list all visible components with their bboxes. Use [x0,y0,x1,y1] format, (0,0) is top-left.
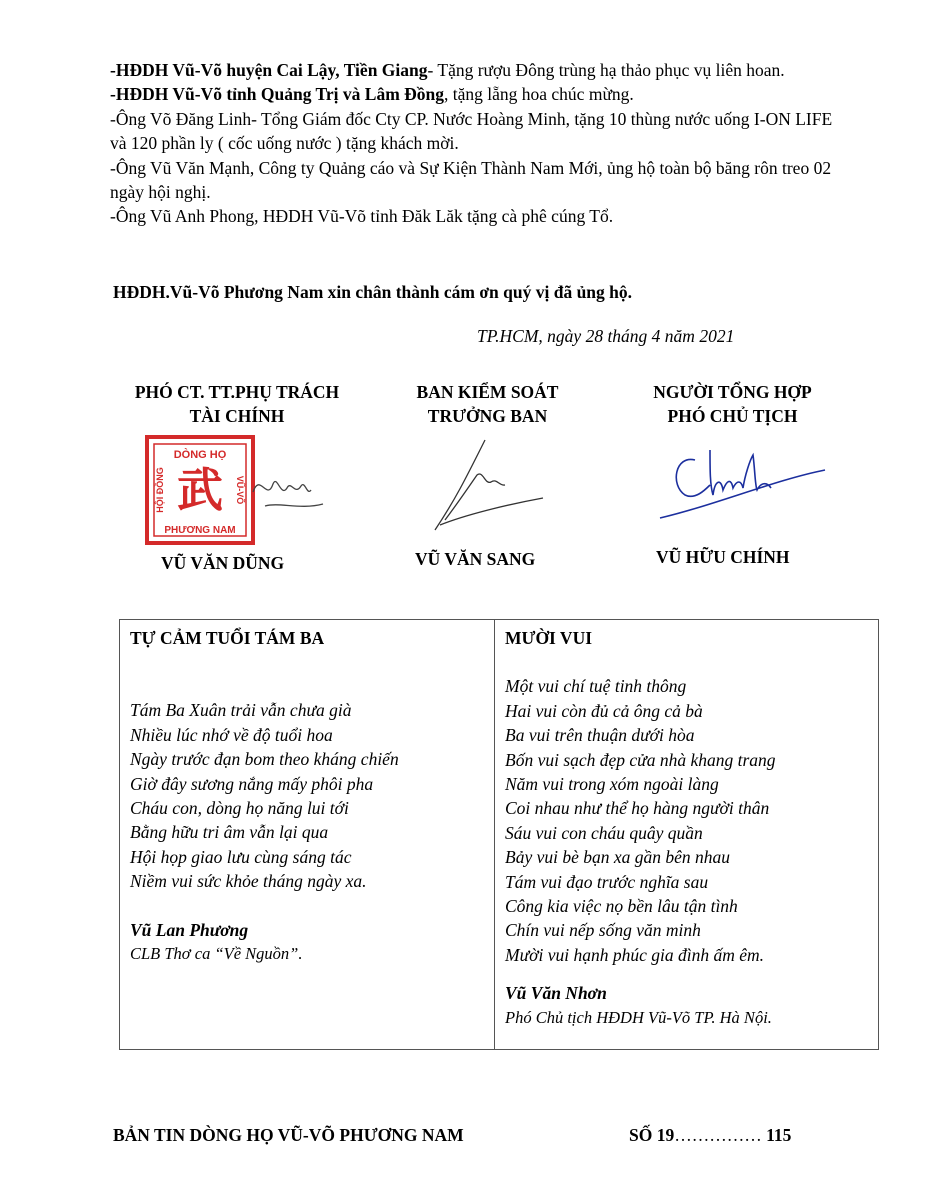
poem-right [495,620,878,1049]
signatory-name: VŨ VĂN DŨNG [161,553,285,573]
poem-line: Mười vui hạnh phúc gia đình ấm êm. [505,944,764,965]
thanks-line: HĐDH.Vũ-Võ Phương Nam xin chân thành cám ơn quý vị đã ủng hộ. [113,282,633,302]
signatory-title: TÀI CHÍNH [189,406,285,426]
signatory-title: PHÓ CHỦ TỊCH [667,406,798,426]
signatory-title: PHÓ CT. TT.PHỤ TRÁCH [134,382,340,402]
poem-lines [130,698,484,893]
poem-line: Tám vui đạo trước nghĩa sau [505,871,709,892]
signatory-finance [106,380,368,428]
poem-line: Công kia việc nọ bền lâu tận tình [505,896,738,917]
poem-affiliation: Phó Chủ tịch HĐDH Vũ-Võ TP. Hà Nội. [505,1007,772,1027]
signature-dung [245,462,325,522]
donor-item: -HĐDH Vũ-Võ huyện Cai Lậy, Tiền Giang- Tặng rượu Đông trùng hạ thảo phục vụ liên hoan. [110,60,785,80]
poems-table [119,619,879,1050]
poem-line: Niềm vui sức khỏe tháng ngày xa. [130,871,367,892]
poem-lines [505,674,868,967]
donor-item: -Ông Võ Đăng Linh- Tổng Giám đốc Cty CP. Nước Hoàng Minh, tặng 10 thùng nước uống I-ON LIFE và 120 phần ly ( cốc uống nước ) tặng khách mời. [110,108,833,154]
poem-line: Giờ đây sương nắng mấy phôi pha [130,773,374,794]
donor-item: -Ông Vũ Anh Phong, HĐDH Vũ-Võ tỉnh Đăk Lăk tặng cà phê cúng Tổ. [110,206,614,227]
poem-line: Năm vui trong xóm ngoài làng [505,774,719,795]
svg-text:HỘI ĐỒNG: HỘI ĐỒNG [155,467,165,513]
donor-list [110,58,845,229]
poem-line: Hai vui còn đủ cả ông cả bà [505,700,703,721]
signatory-title: NGƯỜI TỔNG HỢP [653,382,812,402]
signature-chinh [655,440,830,525]
poem-affiliation: CLB Thơ ca “Về Nguồn”. [130,944,303,964]
poem-left [120,620,495,1049]
svg-text:VŨ-VÕ: VŨ-VÕ [235,475,245,505]
poem-line: Ba vui trên thuận dưới hòa [505,725,695,746]
poem-title: TỰ CẢM TUỔI TÁM BA [130,628,325,648]
issue-number: SỐ 19 [629,1125,675,1145]
poem-line: Bảy vui bè bạn xa gần bên nhau [505,847,731,868]
page-footer [113,1125,833,1146]
leader-dots: …………… [674,1125,762,1145]
svg-text:DÒNG HỌ: DÒNG HỌ [173,449,227,461]
donor-item: -Ông Vũ Văn Mạnh, Công ty Quảng cáo và Sự Kiện Thành Nam Mới, ủng hộ toàn bộ băng rôn treo 02 ngày hội nghị. [110,157,832,203]
poem-author: Vũ Lan Phương [130,919,249,940]
poem-line: Sáu vui con cháu quây quần [505,822,703,843]
svg-text:PHƯƠNG NAM: PHƯƠNG NAM [164,525,236,536]
poem-line: Bốn vui sạch đẹp cửa nhà khang trang [505,749,776,770]
signatory-title: BAN KIỂM SOÁT [416,382,559,402]
poem-line: Bằng hữu tri âm vẫn lại qua [130,822,329,843]
donor-item: -HĐDH Vũ-Võ tỉnh Quảng Trị và Lâm Đồng, tặng lẵng hoa chúc mừng. [110,84,634,105]
poem-line: Nhiều lúc nhớ về độ tuổi hoa [130,724,333,745]
signatory-name: VŨ HỮU CHÍNH [656,547,790,567]
dateline: TP.HCM, ngày 28 tháng 4 năm 2021 [477,326,735,346]
issue-page-info [629,1125,791,1146]
signatory-vice-chair [620,380,845,428]
signatory-title: TRƯỞNG BAN [427,406,548,426]
poem-line: Chín vui nếp sống văn minh [505,920,701,941]
poem-line: Ngày trước đạn bom theo kháng chiến [130,749,399,770]
page-number: 115 [766,1125,792,1145]
svg-text:武: 武 [177,463,223,517]
poem-line: Tám Ba Xuân trải vẫn chưa già [130,700,352,721]
poem-line: Hội họp giao lưu cùng sáng tác [130,846,352,867]
poem-line: Cháu con, dòng họ năng lui tới [130,798,349,819]
poem-line: Coi nhau như thể họ hàng người thân [505,798,770,819]
poem-line: Một vui chí tuệ tinh thông [505,676,687,697]
signature-sang [425,430,550,535]
family-seal-stamp [144,434,256,546]
poem-author: Vũ Văn Nhơn [505,983,607,1004]
newsletter-title: BẢN TIN DÒNG HỌ VŨ-VÕ PHƯƠNG NAM [113,1125,464,1145]
poem-title: MƯỜI VUI [505,628,593,648]
signatory-name: VŨ VĂN SANG [415,549,536,569]
signatory-control [385,380,590,428]
